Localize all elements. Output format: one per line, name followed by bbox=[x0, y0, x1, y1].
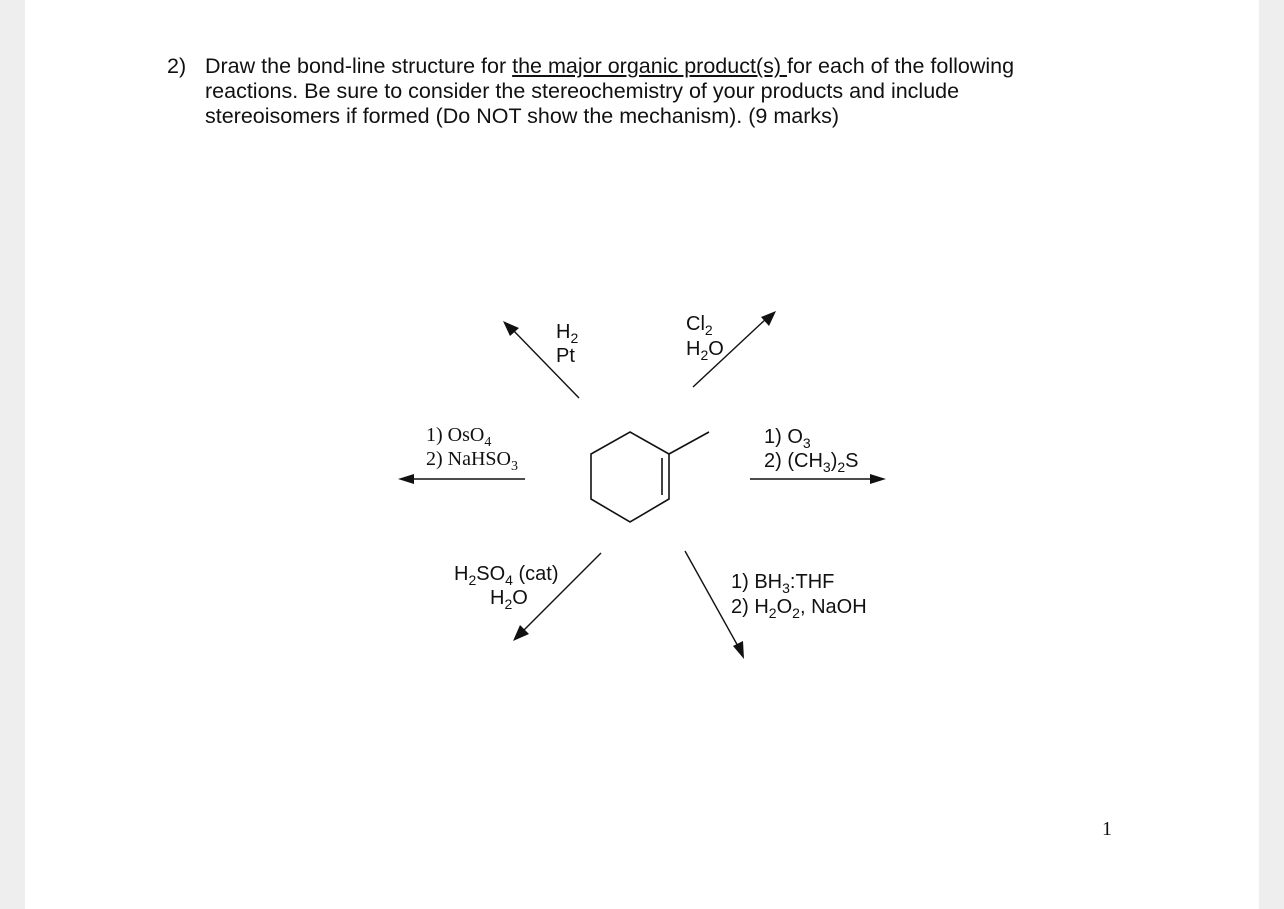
methylcyclohexene-structure bbox=[591, 432, 709, 522]
reagent-nahso3: 2) NaHSO$_3$ bbox=[426, 448, 518, 474]
question-number: 2) bbox=[167, 54, 187, 78]
reagent-h2so4: $H_2SO_4$ (cat) bbox=[454, 563, 559, 588]
methyl-bond bbox=[669, 432, 709, 454]
arrow-dihydroxylation bbox=[398, 474, 525, 484]
cyclohexene-ring bbox=[591, 432, 669, 522]
reagent-o3: 1) $O_3$ bbox=[764, 426, 811, 451]
question-text: Draw the bond-line structure for the major organic product(s) for each of the following reactions. Be sure to consider the stereochemistry of your products and include stereoisomers if formed (Do NOT show the mechanism). (9 marks) bbox=[205, 54, 1015, 128]
reagent-pt: Pt bbox=[556, 345, 575, 367]
reagent-h2o2-naoh: 2) $H_2O_2$, NaOH bbox=[731, 596, 867, 621]
reagent-cl2: $Cl_2$ bbox=[686, 313, 713, 338]
reagent-oso4: 1) OsO$_4$ bbox=[426, 424, 492, 450]
reagent-h2: $H_2$ bbox=[556, 321, 579, 346]
reagent-h2o: $H_2O$ bbox=[686, 338, 724, 363]
underlined-phrase: the major organic product(s) bbox=[512, 54, 787, 78]
reagent-h2o-hydration: $H_2O$ bbox=[490, 587, 528, 612]
page-number: 1 bbox=[1102, 818, 1112, 840]
arrow-ozonolysis bbox=[750, 474, 886, 484]
reagent-bh3-thf: 1) $BH_3:THF$ bbox=[731, 571, 835, 596]
reagent-dms: 2) $(CH_3)_2S$ bbox=[764, 450, 859, 475]
